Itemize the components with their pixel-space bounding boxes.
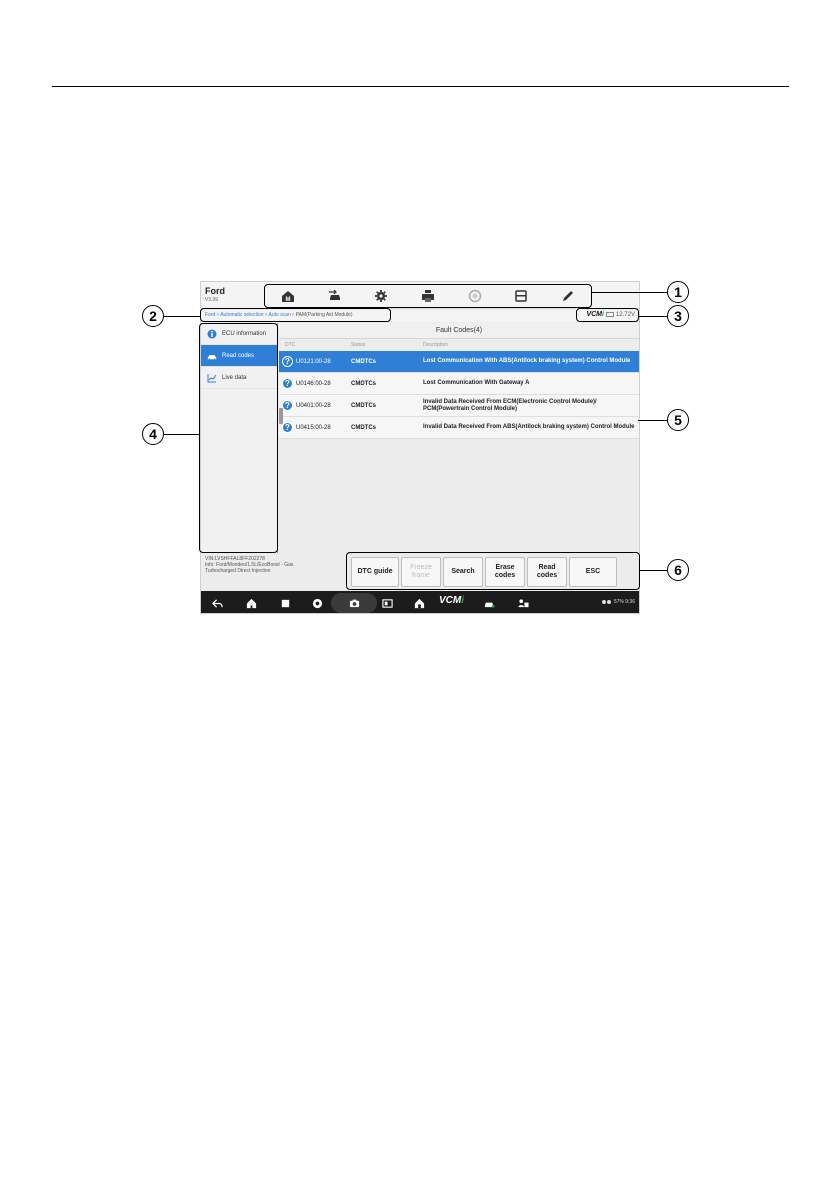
description-cell: Lost Communication With Gateway A xyxy=(423,380,530,386)
dtc-code: U0415:00-28 xyxy=(296,424,331,431)
callout-line-2 xyxy=(164,316,200,317)
wifi-battery-icon xyxy=(602,599,612,605)
tray-text: 57% 9:36 xyxy=(613,599,635,605)
screen-record-button[interactable] xyxy=(379,595,395,611)
help-question-icon[interactable]: ? xyxy=(282,356,293,367)
maxisys-home-icon xyxy=(414,598,425,609)
callout-line-3 xyxy=(639,316,667,317)
breadcrumb-separator: > xyxy=(264,312,268,318)
status-tray xyxy=(602,599,635,605)
maxisys-home-button[interactable] xyxy=(411,595,427,611)
callout-2: 2 xyxy=(142,305,164,327)
read-codes-button[interactable]: Read codes xyxy=(527,557,567,587)
breadcrumb-item[interactable]: Ford xyxy=(205,312,216,318)
status-cell: CMDTCs xyxy=(351,402,376,409)
esc-button[interactable]: ESC xyxy=(569,557,617,587)
table-row[interactable] xyxy=(279,417,639,439)
help-question-icon[interactable]: ? xyxy=(282,422,293,433)
back-arrow-icon xyxy=(212,598,223,609)
description-cell: Lost Communication With ABS(Antilock braking system) Control Module xyxy=(423,358,631,364)
vehicle-info-line: Turbocharged Direct Injection xyxy=(205,568,271,574)
sidebar-item-label: ECU information xyxy=(222,330,267,337)
dtc-code: U0401:00-28 xyxy=(296,402,331,409)
callout-1: 1 xyxy=(667,281,689,303)
callout-line-5 xyxy=(638,420,667,421)
dtc-code: U0121:00-28 xyxy=(296,358,331,365)
callout-5: 5 xyxy=(667,409,689,431)
table-row[interactable] xyxy=(279,373,639,395)
house-icon xyxy=(246,598,257,609)
recent-apps-button[interactable] xyxy=(277,595,293,611)
breadcrumb-separator: > xyxy=(291,312,295,318)
help-question-icon[interactable]: ? xyxy=(282,400,293,411)
freeze-frame-button[interactable]: Freeze frame xyxy=(401,557,441,587)
dtc-guide-button[interactable]: DTC guide xyxy=(351,557,399,587)
search-button[interactable]: Search xyxy=(443,557,483,587)
status-cell: CMDTCs xyxy=(351,424,376,431)
callout-3: 3 xyxy=(667,305,689,327)
dtc-code: U0146:00-28 xyxy=(296,380,331,387)
table-header xyxy=(279,339,639,351)
help-question-icon[interactable]: ? xyxy=(282,378,293,389)
dtc-cell xyxy=(279,378,347,389)
callout-line-6 xyxy=(640,570,667,571)
column-header-status: Status xyxy=(351,342,366,348)
page-header-rule xyxy=(52,86,789,87)
screen-record-icon xyxy=(382,598,393,609)
vcm-suffix: i xyxy=(602,311,604,318)
callout-line-4 xyxy=(164,434,199,435)
breadcrumb-highlight-box xyxy=(200,308,391,322)
remote-support-icon xyxy=(518,598,529,609)
column-header-description: Description xyxy=(423,342,449,348)
table-row[interactable] xyxy=(279,351,639,373)
remote-support-button[interactable] xyxy=(515,595,531,611)
callout-4: 4 xyxy=(142,423,164,445)
vcm-text: VCM xyxy=(439,595,462,606)
vin-text: VIN:LVSHFFAL8FF202278 xyxy=(205,556,265,562)
description-cell: Invalid Data Received From ECM(Electronic Control Module)/ PCM(Powertrain Control Module) xyxy=(423,398,597,412)
browser-icon xyxy=(312,598,323,609)
status-cell: CMDTCs xyxy=(351,358,376,365)
sidebar-collapse-handle[interactable] xyxy=(279,408,283,424)
recent-apps-icon xyxy=(280,598,291,609)
software-version: V3.99 xyxy=(205,297,219,303)
panel-title: Fault Codes(4) xyxy=(279,323,639,339)
sidebar-item-label: Read codes xyxy=(222,352,255,359)
function-bar-highlight-box xyxy=(346,552,640,590)
vcm-system-button[interactable] xyxy=(439,595,464,606)
callout-line-1 xyxy=(592,292,667,293)
dtc-cell xyxy=(279,400,347,411)
car-icon xyxy=(484,598,495,609)
dtc-cell xyxy=(279,422,347,433)
status-highlight-box xyxy=(576,308,639,322)
breadcrumb-current: PAM(Parking Aid Module) xyxy=(295,312,353,318)
sidebar-highlight-box xyxy=(199,323,278,553)
callout-6: 6 xyxy=(667,559,689,581)
browser-button[interactable] xyxy=(309,595,325,611)
camera-button[interactable] xyxy=(346,595,362,611)
vehicle-info-line: Info: Ford/Mondeo/1.5L/EcoBoost - Gas xyxy=(205,562,294,568)
vcm-text: VCM xyxy=(586,311,603,318)
dtc-cell xyxy=(279,356,347,367)
battery-voltage: 12.72V xyxy=(615,311,635,318)
system-navigation-bar xyxy=(201,591,640,614)
vcm-suffix: i xyxy=(461,595,465,606)
vehicle-menu-button[interactable] xyxy=(481,595,497,611)
home-system-button[interactable] xyxy=(243,595,259,611)
svg-text:M: M xyxy=(285,297,291,303)
camera-icon xyxy=(349,598,360,609)
vehicle-make: Ford xyxy=(205,286,225,296)
breadcrumb-item[interactable]: Auto scan xyxy=(268,312,291,318)
status-cell: CMDTCs xyxy=(351,380,376,387)
vehicle-info xyxy=(205,556,345,574)
toolbar-highlight-box xyxy=(264,284,592,308)
erase-codes-button[interactable]: Erase codes xyxy=(485,557,525,587)
description-cell: Invalid Data Received From ABS(Antilock braking system) Control Module xyxy=(423,424,635,430)
breadcrumb-item[interactable]: Automatic selection xyxy=(220,312,264,318)
breadcrumb-separator: > xyxy=(216,312,220,318)
table-row[interactable] xyxy=(279,395,639,417)
column-header-dtc: DTC xyxy=(285,342,296,348)
back-button[interactable] xyxy=(209,595,225,611)
fault-codes-panel xyxy=(279,323,639,553)
sidebar-item-label: Live data xyxy=(222,374,247,381)
